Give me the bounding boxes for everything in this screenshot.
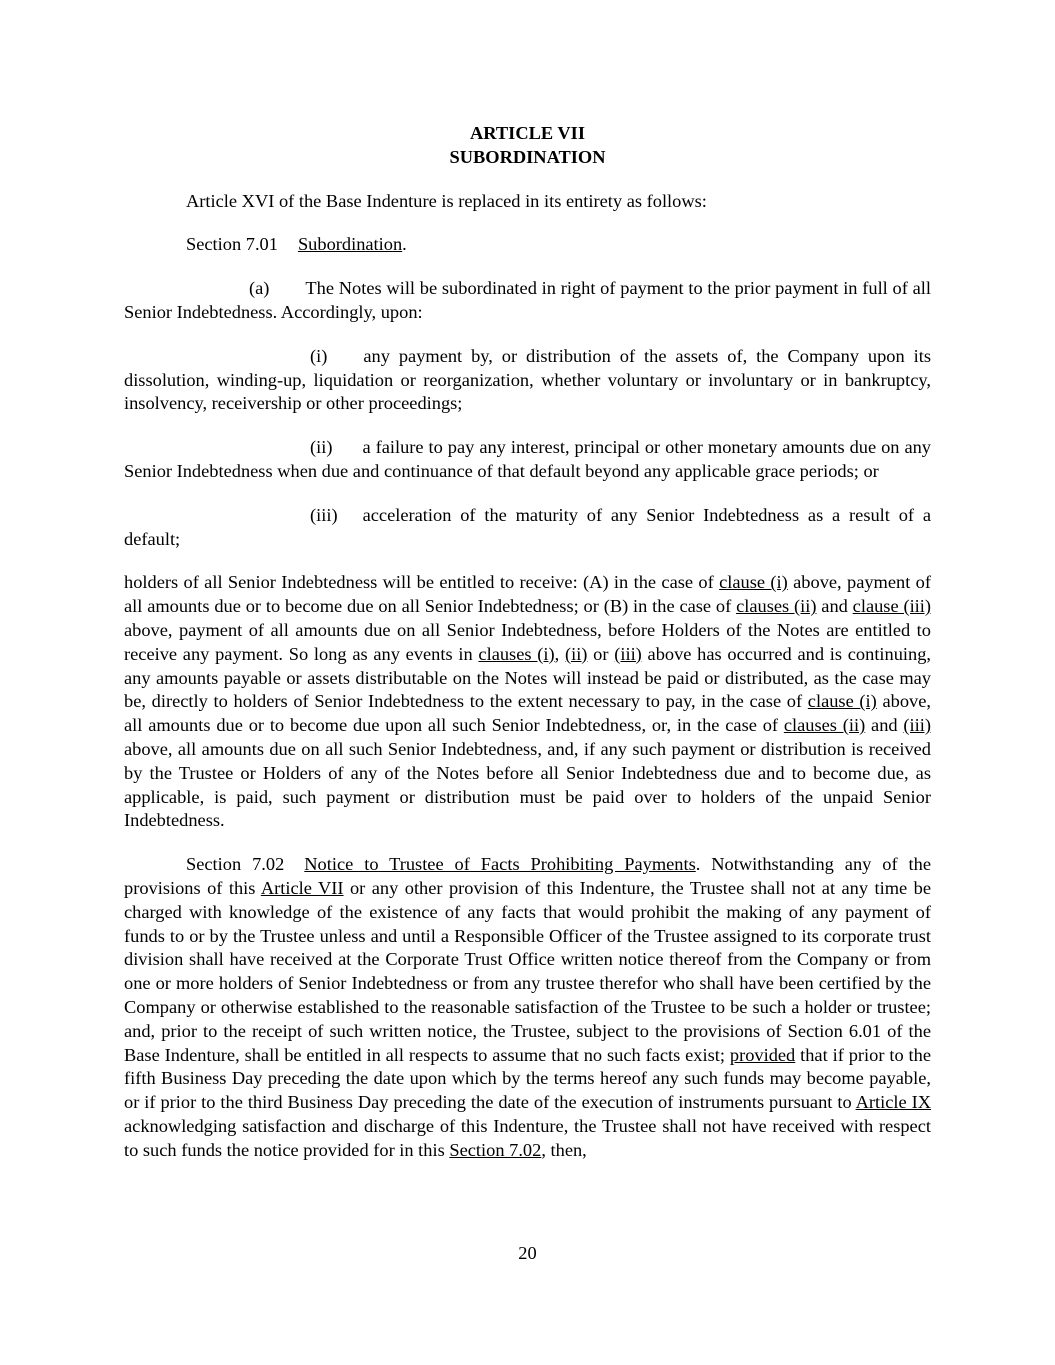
section-7-02-paragraph bbox=[124, 853, 931, 1162]
clause-ref: clause (i) bbox=[807, 691, 877, 712]
item-ii bbox=[124, 436, 931, 484]
section-7-02-title: Notice to Trustee of Facts Prohibiting Payments bbox=[304, 854, 696, 875]
section-7-02-number: Section 7.02 bbox=[186, 854, 285, 875]
section-7-01-number: Section 7.01 bbox=[186, 234, 278, 255]
page-number: 20 bbox=[518, 1243, 537, 1263]
clause-ref: clauses (i) bbox=[478, 643, 555, 664]
clause-ref: clauses (ii) bbox=[736, 596, 817, 617]
holders-text: , bbox=[554, 643, 565, 664]
item-iii-text: acceleration of the maturity of any Senior Indebtedness as a result of a default; bbox=[124, 504, 931, 549]
section-ref: Section 7.02 bbox=[449, 1139, 542, 1160]
article-ref: Article VII bbox=[260, 877, 344, 898]
clause-ref: (iii) bbox=[903, 715, 931, 736]
article-subtitle: SUBORDINATION bbox=[449, 146, 606, 167]
item-i-text: any payment by, or distribution of the assets of, the Company upon its dissolution, winding-up, liquidation or reorganization, whether voluntary or involuntary or in bankruptcy, insolvency, receivership or other proceedings; bbox=[124, 345, 931, 414]
holders-text: above, payment of all amounts due or to become due on all Senior Indebtedness; or (B) in the case of bbox=[124, 572, 932, 617]
holders-paragraph bbox=[124, 571, 931, 833]
section-7-02-text: , then, bbox=[541, 1139, 587, 1160]
section-7-02-text: or any other provision of this Indenture, the Trustee shall not at any time be charged with knowledge of the existence of any facts that would prohibit the making of any payment of funds to or by the Trustee unless and until a Responsible Officer of the Trustee assigned to its corporate trust division shall have received at the Corporate Trust Office written notice thereof from the Company or from one or more holders of Senior Indebtedness or from any trustee therefor who shall have been certified by the Company or otherwise established to the reasonable satisfaction of the Trustee to be such a holder or trustee; and, prior to the receipt of such written notice, the Trustee, subject to the provisions of Section 6.01 of the Base Indenture, shall be entitled in all respects to assume that no such facts exist; bbox=[124, 877, 931, 1065]
holders-text: or bbox=[587, 643, 615, 664]
holders-text: above has occurred and is continuing, any amounts payable or assets distributable on the Notes will instead be paid or distributed, as the case may be, directly to holders of Senior Indebtedness to the extent necessary to pay, in the case of bbox=[124, 643, 932, 712]
section-7-01-period: . bbox=[402, 234, 407, 255]
paragraph-a bbox=[124, 277, 931, 325]
item-i-label: (i) bbox=[310, 345, 328, 366]
item-iii-label: (iii) bbox=[310, 504, 338, 525]
holders-text: above, payment of all amounts due on all Senior Indebtedness, before Holders of the Notes are entitled to receive any payment. So long as any events in bbox=[124, 619, 931, 664]
holders-text: above, all amounts due or to become due upon all such Senior Indebtedness, or, in the case of bbox=[124, 691, 931, 736]
article-title: ARTICLE VII bbox=[469, 123, 585, 143]
clause-ref: clause (iii) bbox=[852, 596, 932, 617]
holders-text: and bbox=[816, 596, 853, 617]
clause-ref: clauses (ii) bbox=[783, 715, 866, 736]
provided-term: provided bbox=[729, 1044, 796, 1065]
holders-text: and bbox=[865, 715, 904, 736]
item-i bbox=[124, 345, 931, 416]
holders-text: holders of all Senior Indebtedness will be entitled to receive: (A) in the case of bbox=[124, 572, 720, 593]
section-7-02-text: . Notwithstanding any of the provisions of this bbox=[124, 854, 931, 898]
section-7-02-text: acknowledging satisfaction and discharge of this Indenture, the Trustee shall not have received with respect to such funds the notice provided for in this bbox=[124, 1115, 931, 1160]
item-ii-text: a failure to pay any interest, principal or other monetary amounts due on any Senior Indebtedness when due and continuance of that default beyond any applicable grace periods; or bbox=[124, 437, 931, 481]
intro-paragraph: Article XVI of the Base Indenture is replaced in its entirety as follows: bbox=[186, 190, 707, 211]
section-7-01-title: Subordination bbox=[297, 234, 403, 255]
paragraph-a-label: (a) bbox=[249, 278, 270, 299]
paragraph-a-text: The Notes will be subordinated in right of payment to the prior payment in full of all Senior Indebtedness. Accordingly, upon: bbox=[124, 278, 931, 322]
clause-ref: (ii) bbox=[564, 643, 588, 664]
item-iii bbox=[124, 504, 931, 552]
item-ii-label: (ii) bbox=[310, 437, 333, 458]
section-7-01-heading bbox=[124, 233, 931, 257]
clause-ref: clause (i) bbox=[719, 572, 788, 593]
holders-text: above, all amounts due on all such Senior Indebtedness, and, if any such payment or distribution is received by the Trustee or Holders of any of the Notes before all Senior Indebtedness due and to become due, as applicable, is paid, such payment or distribution must be paid over to holders of the unpaid Senior Indebtedness. bbox=[124, 738, 931, 831]
section-7-02-text: that if prior to the fifth Business Day preceding the date upon which by the terms hereof any such funds may become payable, or if prior to the third Business Day preceding the date of the execution of instruments pursuant to bbox=[124, 1044, 931, 1113]
document-page bbox=[124, 122, 931, 1162]
clause-ref: (iii) bbox=[614, 643, 642, 664]
article-ref: Article IX bbox=[855, 1092, 932, 1113]
